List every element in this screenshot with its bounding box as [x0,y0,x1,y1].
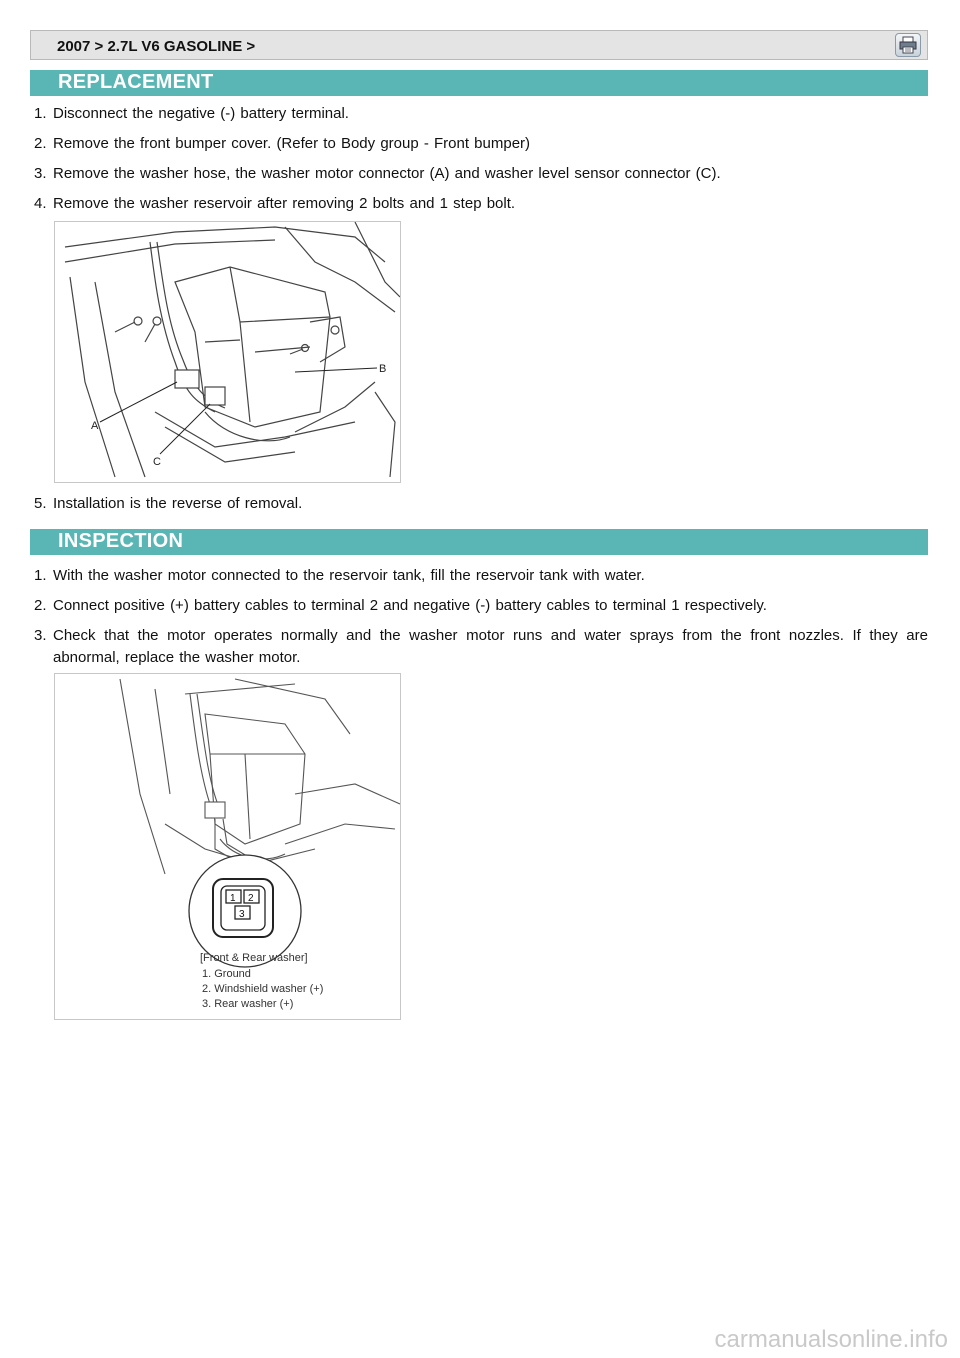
callout-c: C [153,456,161,468]
replacement-step-4 [34,193,928,215]
replacement-header [30,70,928,96]
replacement-step-5 [34,493,928,515]
callout-b: B [379,363,387,375]
step-number: 1. [34,105,47,122]
watermark: carmanualsonline.info [714,1326,948,1353]
step-number: 1. [34,567,47,584]
reservoir-removal-figure [54,221,401,483]
step-text: Remove the front bumper cover. (Refer to Body group - Front bumper) [53,135,531,152]
step-number: 3. [34,627,47,644]
replacement-step-1 [34,103,928,125]
connector-pinout-figure [54,673,401,1020]
inspection-step-1 [34,565,928,587]
step-number: 5. [34,495,47,512]
step-text: With the washer motor connected to the reservoir tank, fill the reservoir tank with water. [53,567,645,584]
step-number: 2. [34,597,47,614]
callout-a: A [91,420,99,432]
step-text: Check that the motor operates normally and the washer motor runs and water sprays from the front nozzles. If they are abnormal, replace the washer motor. [53,627,928,666]
inspection-header [30,529,928,555]
legend-item-1: 1. Ground [202,968,251,980]
breadcrumb [30,30,928,60]
printer-icon [896,34,920,56]
legend-item-3: 3. Rear washer (+) [202,998,294,1010]
connector-diagram [55,674,400,1019]
step-number: 4. [34,195,47,212]
pin-2-label: 2 [248,893,254,904]
section-title: INSPECTION [58,530,184,552]
inspection-step-3 [34,625,928,669]
step-text: Remove the washer hose, the washer motor connector (A) and washer level sensor connector (C). [53,165,721,182]
replacement-step-3 [34,163,928,185]
step-text: Remove the washer reservoir after removing 2 bolts and 1 step bolt. [53,195,516,212]
step-text: Disconnect the negative (-) battery terminal. [53,105,349,122]
section-title: REPLACEMENT [58,71,214,93]
step-number: 3. [34,165,47,182]
step-text: Installation is the reverse of removal. [53,495,303,512]
step-text: Connect positive (+) battery cables to terminal 2 and negative (-) battery cables to terminal 1 respectively. [53,597,767,614]
figure-caption: [Front & Rear washer] [200,952,308,964]
step-number: 2. [34,135,47,152]
reservoir-diagram [55,222,400,482]
inspection-step-2 [34,595,928,617]
breadcrumb-text[interactable]: 2007 > 2.7L V6 GASOLINE > [57,38,256,55]
pin-1-label: 1 [230,893,236,904]
print-button[interactable] [895,33,921,57]
legend-item-2: 2. Windshield washer (+) [202,983,324,995]
replacement-step-2 [34,133,928,155]
pin-3-label: 3 [239,909,245,920]
